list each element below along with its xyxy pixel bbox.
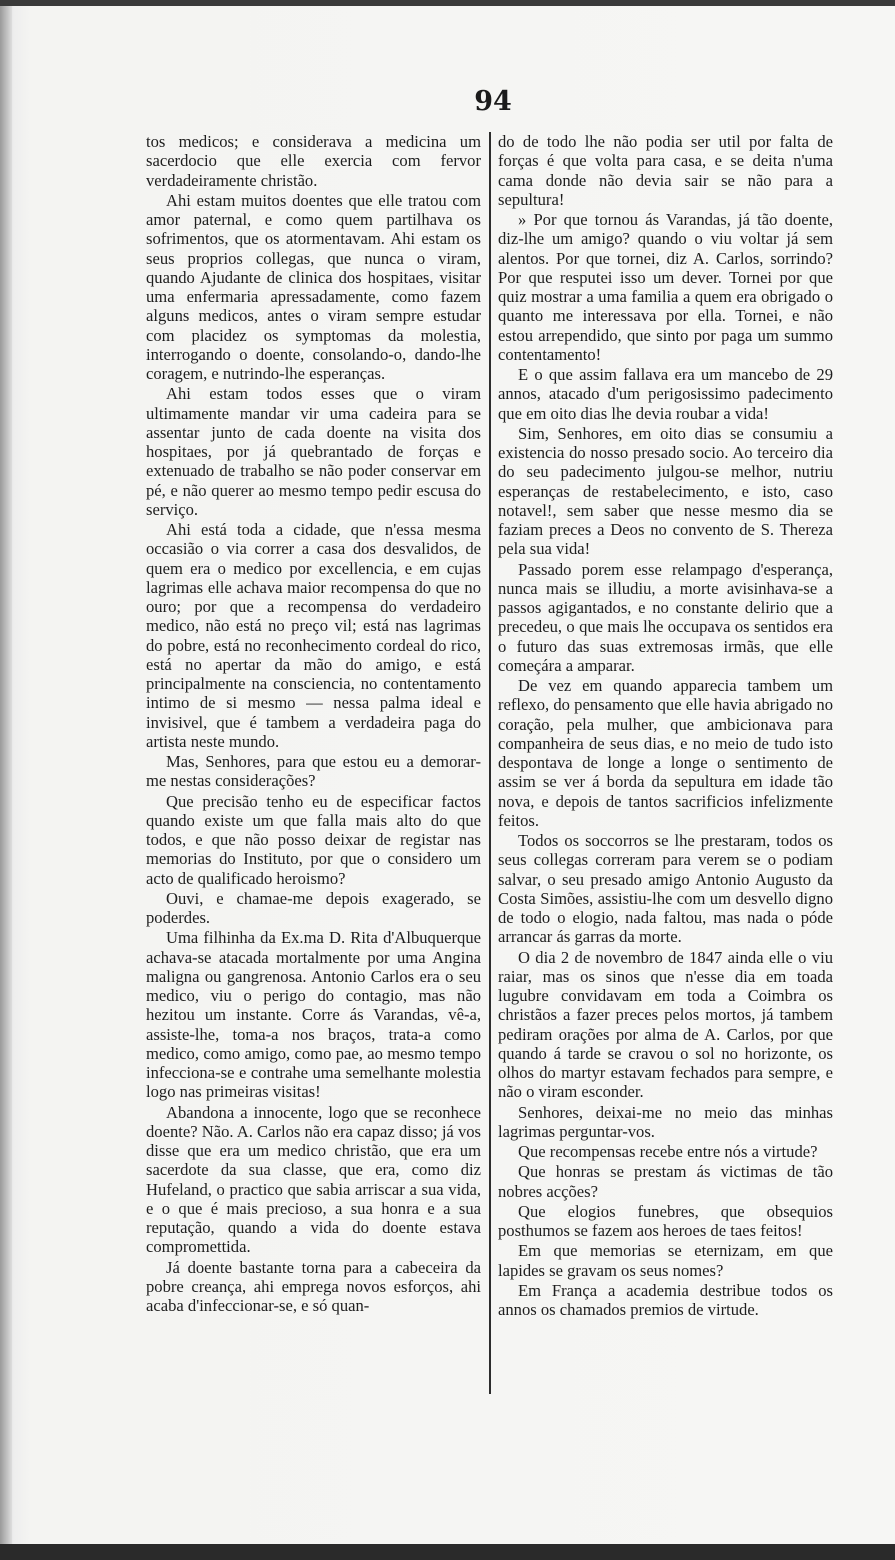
paragraph: do de todo lhe não podia ser util por falta de forças é que volta para casa, e se deita n'uma cama donde não devia sair se não para a sepultura!: [498, 132, 833, 209]
paragraph: Que elogios funebres, que obsequios posthumos se fazem aos heroes de taes feitos!: [498, 1201, 833, 1240]
paragraph: Em que memorias se eternizam, em que lapides se gravam os seus nomes?: [498, 1241, 833, 1280]
paragraph: tos medicos; e considerava a medicina um sacerdocio que elle exercia com fervor verdadeiramente christão.: [146, 132, 481, 190]
paragraph: Ahi estam todos esses que o viram ultimamente mandar vir uma cadeira para se assentar junto de cada doente na visita dos hospitaes, por já quebrantado de forças e extenuado de trabalho se não poder conservar em pé, e não querer ao mesmo tempo pedir escusa do serviço.: [146, 384, 481, 519]
bottom-edge: [0, 1544, 895, 1560]
paragraph: E o que assim fallava era um mancebo de 29 annos, atacado d'um perigosissimo padecimento que em oito dias lhe devia roubar a vida!: [498, 365, 833, 423]
paragraph: Ouvi, e chamae-me depois exagerado, se poderdes.: [146, 888, 481, 927]
paragraph: Já doente bastante torna para a cabeceira da pobre creança, ahi emprega novos esforços, ahi acaba d'infeccionar-se, e só quan-: [146, 1257, 481, 1315]
paragraph: Que recompensas recebe entre nós a virtude?: [518, 1142, 818, 1161]
paragraph: Abandona a innocente, logo que se reconhece doente? Não. A. Carlos não era capaz disso; já vos disse que era um medico christão, que era um sacerdote da sua classe, que era, como diz Hufeland, o practico que sabia arriscar a sua vida, e o que é mais precioso, a sua honra e a sua reputação, quando a vida do doente estava compromettida.: [146, 1102, 481, 1257]
paragraph: Passado porem esse relampago d'esperança, nunca mais se illudiu, a morte avisinhava-se a passos agigantados, e no constante delirio que a precedeu, o que mais lhe occupava os sentidos era o futuro das suas extremosas irmãs, que elle começára a amparar.: [498, 559, 833, 675]
column-divider: [489, 132, 491, 1394]
page-number: 94: [474, 86, 512, 117]
right-column: [498, 132, 833, 1319]
paragraph: » Por que tornou ás Varandas, já tão doente, diz-lhe um amigo? quando o viu voltar já sem alentos. Por que tornei, diz A. Carlos, sorrindo? Por que resputei isso um dever. Tornei por que quiz mostrar a uma familia a quem era obrigado o quanto me interessava por ella. Tornei, e não estou arrependido, que sinto por paga um summo contentamento!: [498, 210, 833, 364]
paragraph: Uma filhinha da Ex.ma D. Rita d'Albuquerque achava-se atacada mortalmente por uma Angina maligna ou gangrenosa. Antonio Carlos era o seu medico, viu o perigo do contagio, mas não hezitou um instante. Corre ás Varandas, vê-a, assiste-lhe, toma-a nos braços, trata-a como medico, como amigo, como pae, ao mesmo tempo infecciona-se e contrahe uma semelhante molestia logo nas primeiras visitas!: [146, 928, 481, 1102]
paragraph: De vez em quando apparecia tambem um reflexo, do pensamento que elle havia abrigado no coração, pela mulher, que ambicionava para companheira de seus dias, e no meio de tudo isto despontava de longe a longe o sentimento de assim se ver á borda da sepultura em idade tão nova, e depois de tantos sacrificios infelizmente feitos.: [498, 676, 833, 830]
paragraph: Mas, Senhores, para que estou eu a demorar-me nestas considerações?: [146, 752, 481, 791]
paragraph: Ahi está toda a cidade, que n'essa mesma occasião o via correr a casa dos desvalidos, de quem era o medico por excellencia, e em cujas lagrimas elle achava maior recompensa do que no ouro; por que a recompensa do verdadeiro medico, não está no preço vil; está nas lagrimas do pobre, está no reconhecimento cordeal do rico, está no apertar da mão do amigo, e está principalmente na consciencia, no contentamento intimo de si mesmo — nessa palma ideal e invisivel, que é tambem a verdadeira paga do artista neste mundo.: [146, 520, 481, 751]
paragraph: O dia 2 de novembro de 1847 ainda elle o viu raiar, mas os sinos que n'esse dia em toada lugubre convidavam em toda a Coimbra os christãos a fazer preces pelos mortos, já tambem pediram orações por alma de A. Carlos, por que quando á tarde se cravou o sol no horizonte, os olhos do martyr estavam fechados para sempre, e não o viram esconder.: [498, 947, 833, 1102]
top-edge: [0, 0, 895, 6]
paragraph: Todos os soccorros se lhe prestaram, todos os seus collegas correram para verem se o podiam salvar, o seu presado amigo Antonio Augusto da Costa Simões, assistiu-lhe com um desvello digno de todo o elogio, nada faltou, mas nada o póde arrancar ás garras da morte.: [498, 831, 833, 947]
binding-shadow: [0, 0, 12, 1560]
left-column: [146, 132, 481, 1315]
paragraph: Senhores, deixai-me no meio das minhas lagrimas perguntar-vos.: [498, 1102, 833, 1141]
paragraph: Que honras se prestam ás victimas de tão nobres acções?: [498, 1162, 833, 1201]
paragraph: Ahi estam muitos doentes que elle tratou com amor paternal, e como quem partilhava os sofrimentos, que os atormentavam. Ahi estam os seus proprios collegas, que nunca o viram, quando Ajudante de clinica dos hospitaes, visitar uma enfermaria apressadamente, como fazem alguns medicos, antes o viram sempre estudar com placidez os symptomas da molestia, interrogando o doente, consolando-o, dando-lhe coragem, e nutrindo-lhe esperanças.: [146, 190, 481, 383]
paragraph: Sim, Senhores, em oito dias se consumiu a existencia do nosso presado socio. Ao terceiro dia do seu padecimento julgou-se melhor, nutriu esperanças de restabelecimento, e isto, caso notavel!, sem saber que nesse mesmo dia se faziam preces a Deos no convento de S. Thereza pela sua vida!: [498, 423, 833, 559]
paragraph: Em França a academia destribue todos os annos os chamados premios de virtude.: [498, 1280, 833, 1319]
paragraph: Que precisão tenho eu de especificar factos quando existe um que falla mais alto do que todos, e que não posso deixar de registar nas memorias do Instituto, por que o considero um acto de qualificado heroismo?: [146, 791, 481, 888]
